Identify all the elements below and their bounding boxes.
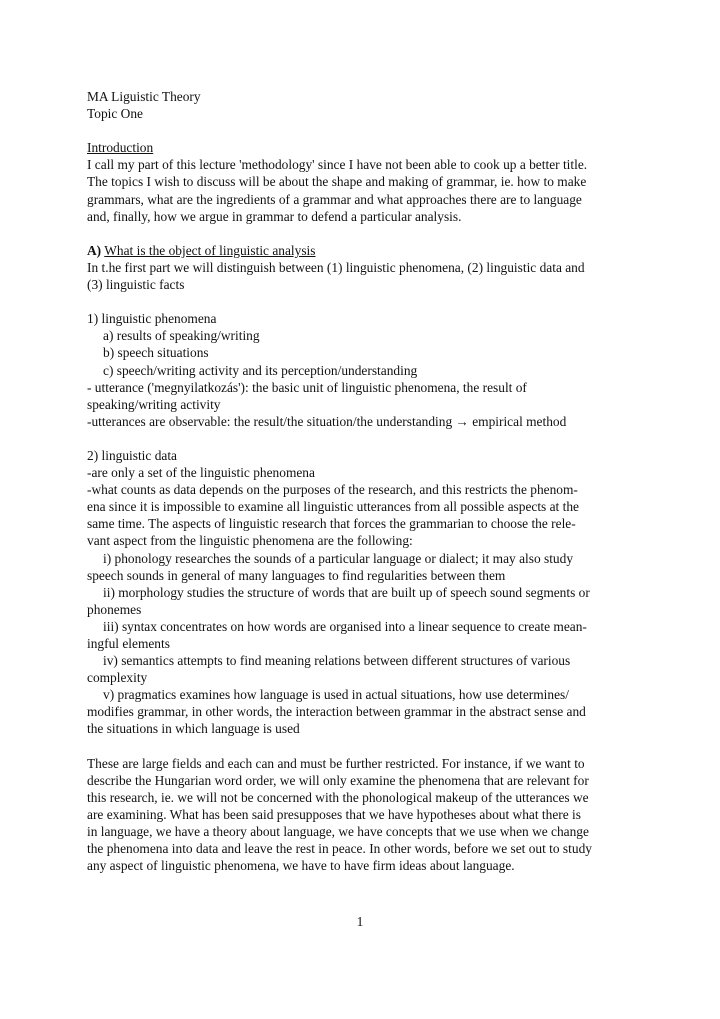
phenomena-item: b) speech situations (103, 345, 209, 361)
field-semantics-cont: complexity (87, 670, 148, 686)
intro-line: grammars, what are the ingredients of a grammar and what approaches there are to language (87, 191, 582, 207)
intro-heading: Introduction (87, 140, 154, 156)
field-morphology-cont: phonemes (87, 601, 142, 617)
intro-line: I call my part of this lecture 'methodology' since I have not been able to cook up a better title. (87, 157, 588, 173)
data-line: -what counts as data depends on the purposes of the research, and this restricts the phenom- (87, 482, 578, 498)
closing-line: any aspect of linguistic phenomena, we have to have firm ideas about language. (87, 858, 515, 874)
field-semantics: iv) semantics attempts to find meaning relations between different structures of various (103, 653, 571, 669)
section-a-line: (3) linguistic facts (87, 277, 185, 293)
closing-line: this research, ie. we will not be concerned with the phonological makeup of the utterances we (87, 789, 589, 805)
phenomena-title: 1) linguistic phenomena (87, 311, 217, 327)
data-line: ena since it is impossible to examine all linguistic utterances from all possible aspects at the (87, 499, 579, 515)
field-phonology-cont: speech sounds in general of many languages to find regularities between them (87, 567, 506, 583)
phenomena-line: speaking/writing activity (87, 396, 221, 412)
section-a-marker: A) (87, 242, 102, 258)
field-pragmatics-cont: modifies grammar, in other words, the interaction between grammar in the abstract sense and (87, 704, 586, 720)
phenomena-line: -utterances are observable: the result/the situation/the understanding → empirical method (87, 413, 567, 429)
closing-line: These are large fields and each can and must be further restricted. For instance, if we want to (87, 755, 585, 771)
closing-line: are examining. What has been said presupposes that we have hypotheses about what there is (87, 806, 581, 822)
page-number: 1 (356, 914, 364, 929)
intro-line: and, finally, how we argue in grammar to defend a particular analysis. (87, 208, 462, 224)
document-page (87, 88, 639, 874)
field-pragmatics-cont: the situations in which language is used (87, 721, 300, 737)
data-line: -are only a set of the linguistic phenomena (87, 465, 315, 481)
closing-line: the phenomena into data and leave the rest in peace. In other words, before we set out to study (87, 841, 592, 857)
spacer (87, 430, 639, 447)
field-syntax: iii) syntax concentrates on how words are organised into a linear sequence to create mean- (103, 618, 587, 634)
field-morphology: ii) morphology studies the structure of words that are built up of speech sound segments or (103, 584, 590, 600)
spacer (87, 293, 639, 310)
phenomena-item: c) speech/writing activity and its perception/understanding (103, 362, 418, 378)
data-line: same time. The aspects of linguistic research that forces the grammarian to choose the rele- (87, 516, 576, 532)
spacer (87, 122, 639, 139)
closing-line: describe the Hungarian word order, we will only examine the phenomena that are relevant for (87, 772, 589, 788)
course-title: MA Liguistic Theory (87, 89, 201, 104)
closing-line: in language, we have a theory about language, we have concepts that we use when we change (87, 824, 589, 840)
data-title: 2) linguistic data (87, 447, 177, 463)
topic-title: Topic One (87, 106, 143, 122)
field-phonology: i) phonology researches the sounds of a particular language or dialect; it may also study (103, 550, 574, 566)
spacer (87, 738, 639, 755)
spacer (87, 225, 639, 242)
section-a-title: What is the object of linguistic analysis (104, 242, 316, 258)
section-a-line: In t.he first part we will distinguish between (1) linguistic phenomena, (2) linguistic data and (87, 259, 585, 275)
data-line: vant aspect from the linguistic phenomena are the following: (87, 533, 413, 549)
section-a-heading (87, 242, 639, 259)
intro-line: The topics I wish to discuss will be about the shape and making of grammar, ie. how to make (87, 174, 587, 190)
phenomena-line: - utterance ('megnyilatkozás'): the basic unit of linguistic phenomena, the result of (87, 379, 527, 395)
field-pragmatics: v) pragmatics examines how language is used in actual situations, how use determines/ (103, 687, 569, 703)
field-syntax-cont: ingful elements (87, 636, 170, 651)
phenomena-item: a) results of speaking/writing (103, 328, 260, 344)
